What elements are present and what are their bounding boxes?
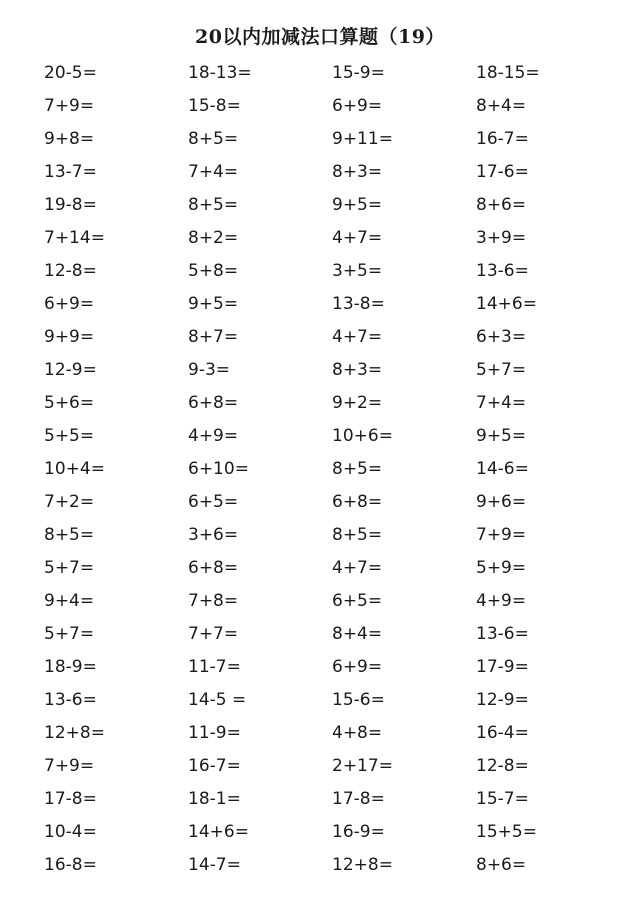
math-problem: 14+6= [476,293,537,314]
math-problem: 12-8= [44,260,97,281]
math-problem: 12-9= [44,359,97,380]
math-problem: 8+2= [188,227,239,248]
math-problem: 9+5= [332,194,383,215]
math-problem: 16-4= [476,722,529,743]
math-problem: 4+7= [332,227,383,248]
math-problem: 4+7= [332,326,383,347]
math-problem: 15-8= [188,95,241,116]
math-problem: 9+5= [188,293,239,314]
problem-row [44,287,634,320]
math-problem: 3+6= [188,524,239,545]
math-problem: 17-8= [332,788,385,809]
problem-row [44,782,634,815]
math-problem: 4+9= [476,590,527,611]
problem-row [44,584,634,617]
math-problem: 8+5= [44,524,95,545]
problem-row [44,386,634,419]
math-problem: 9+2= [332,392,383,413]
math-problem: 17-8= [44,788,97,809]
math-problem: 5+8= [188,260,239,281]
math-problem: 4+8= [332,722,383,743]
math-problem: 2+17= [332,755,393,776]
math-problem: 6+8= [188,392,239,413]
math-problem: 10+4= [44,458,105,479]
math-problem: 9-3= [188,359,231,380]
math-problem: 20-5= [44,62,97,83]
math-problem: 9+11= [332,128,393,149]
math-problem: 8+5= [332,458,383,479]
math-problem: 13-7= [44,161,97,182]
math-problem: 16-8= [44,854,97,875]
math-problem: 8+5= [188,128,239,149]
math-problem: 18-15= [476,62,540,83]
math-problem: 10+6= [332,425,393,446]
problem-row [44,518,634,551]
math-problem: 15-9= [332,62,385,83]
math-problem: 19-8= [44,194,97,215]
math-problem: 6+3= [476,326,527,347]
math-problem: 14-5 = [188,689,247,710]
math-problem: 6+9= [44,293,95,314]
math-problem: 11-7= [188,656,241,677]
math-problem: 5+7= [44,623,95,644]
problem-row [44,221,634,254]
problem-row [44,353,634,386]
math-problem: 7+14= [44,227,105,248]
math-problem: 7+9= [476,524,527,545]
problem-row [44,254,634,287]
math-problem: 6+5= [188,491,239,512]
math-problem: 12+8= [332,854,393,875]
math-problem: 7+7= [188,623,239,644]
math-problem: 6+8= [332,491,383,512]
math-problem: 5+6= [44,392,95,413]
math-problem: 9+8= [44,128,95,149]
math-problem: 18-13= [188,62,252,83]
problem-row [44,815,634,848]
page-title: 20以内加减法口算题（19） [195,26,445,48]
math-problem: 9+9= [44,326,95,347]
problem-row [44,155,634,188]
math-problem: 6+8= [188,557,239,578]
problem-row [44,749,634,782]
math-problem: 16-9= [332,821,385,842]
math-problem: 4+7= [332,557,383,578]
math-problem: 9+6= [476,491,527,512]
problem-row [44,485,634,518]
math-problem: 8+4= [476,95,527,116]
math-problem: 13-6= [476,260,529,281]
math-problem: 8+5= [332,524,383,545]
math-problem: 9+5= [476,425,527,446]
math-problem: 17-6= [476,161,529,182]
problem-row [44,452,634,485]
math-problem: 8+5= [188,194,239,215]
math-problem: 7+4= [188,161,239,182]
math-problem: 18-1= [188,788,241,809]
math-problem: 13-6= [476,623,529,644]
problem-row [44,122,634,155]
math-problem: 11-9= [188,722,241,743]
math-problem: 7+9= [44,95,95,116]
math-problem: 6+10= [188,458,249,479]
problem-row [44,320,634,353]
math-problem: 8+3= [332,161,383,182]
problem-row [44,683,634,716]
math-problem: 6+9= [332,95,383,116]
math-problem: 12+8= [44,722,105,743]
math-problem: 7+2= [44,491,95,512]
math-problem: 9+4= [44,590,95,611]
math-problem: 14+6= [188,821,249,842]
problem-row [44,89,634,122]
math-problem: 15-7= [476,788,529,809]
math-problem: 16-7= [476,128,529,149]
math-problem: 15-6= [332,689,385,710]
math-problem: 12-8= [476,755,529,776]
math-problem: 12-9= [476,689,529,710]
math-problem: 16-7= [188,755,241,776]
problem-row [44,716,634,749]
problem-row [44,188,634,221]
math-problem: 8+6= [476,854,527,875]
math-problem: 8+4= [332,623,383,644]
math-problem: 8+3= [332,359,383,380]
problem-row [44,650,634,683]
math-problem: 5+5= [44,425,95,446]
problem-row [44,617,634,650]
problem-row [44,56,634,89]
math-problem: 8+6= [476,194,527,215]
math-problem: 5+9= [476,557,527,578]
math-problem: 13-6= [44,689,97,710]
math-problem: 7+4= [476,392,527,413]
math-problem: 15+5= [476,821,537,842]
math-problem: 3+9= [476,227,527,248]
problem-grid [44,56,634,881]
math-problem: 4+9= [188,425,239,446]
math-problem: 8+7= [188,326,239,347]
math-problem: 5+7= [476,359,527,380]
math-problem: 14-6= [476,458,529,479]
math-problem: 10-4= [44,821,97,842]
math-problem: 13-8= [332,293,385,314]
math-problem: 14-7= [188,854,241,875]
problem-row [44,419,634,452]
math-problem: 6+5= [332,590,383,611]
math-problem: 18-9= [44,656,97,677]
math-problem: 3+5= [332,260,383,281]
math-problem: 7+9= [44,755,95,776]
math-problem: 7+8= [188,590,239,611]
problem-row [44,848,634,881]
math-problem: 17-9= [476,656,529,677]
problem-row [44,551,634,584]
math-problem: 6+9= [332,656,383,677]
math-problem: 5+7= [44,557,95,578]
